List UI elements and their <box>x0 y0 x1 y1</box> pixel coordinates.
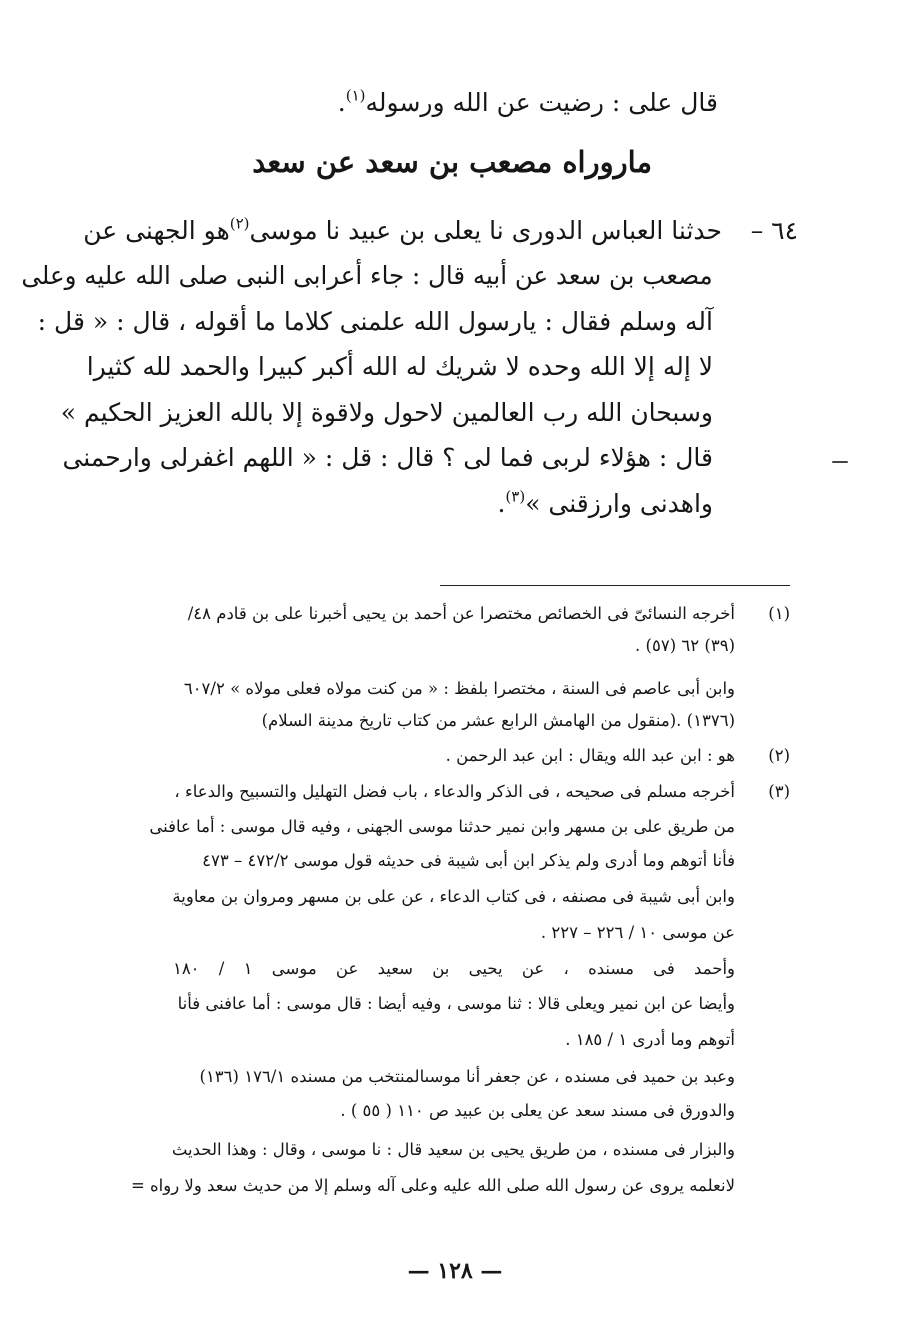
footnote-3-line-7: وأيضا عن ابن نمير ويعلى قالا : ثنا موسى ، وفيه أيضا : قال موسى : أما عافنى فأنا <box>177 994 735 1013</box>
footnote-number-3: (٣) <box>768 782 790 801</box>
hadith-line-5: وسبحان الله رب العالمين لاحول ولاقوة إلا بالله العزيز الحكيم » <box>60 398 713 427</box>
footnote-ref-3[interactable]: (٣) <box>505 487 526 506</box>
footnote-1-line-2: (٣٩) ٦٢ (٥٧) . <box>635 636 735 655</box>
hadith-line-7-period: . <box>497 489 506 518</box>
footnote-1-line-4: (١٣٧٦) .(منقول من الهامش الرابع عشر من كتاب تاريخ مدينة السلام) <box>261 711 735 730</box>
footnote-separator <box>440 585 790 586</box>
footnote-number-2: (٢) <box>768 746 790 765</box>
footnote-1-line-1: أخرجه النسائىّ فى الخصائص مختصرا عن أحمد بن يحيى أخبرنا على بن قادم ٤٨/ <box>187 604 735 623</box>
footnote-3-line-2: من طريق على بن مسهر وابن نمير حدثنا موسى الجهنى ، وفيه قال موسى : أما عافنى <box>149 817 735 836</box>
hadith-line-7-text: واهدنى وارزقنى » <box>525 489 713 518</box>
footnote-3-line-1: أخرجه مسلم فى صحيحه ، فى الذكر والدعاء ، باب فضل التهليل والتسبيح والدعاء ، <box>174 782 735 801</box>
footnote-3-line-3: فأنا أتوهم وما أدرى ولم يذكر ابن أبى شيبة فى حديثه قول موسى ٤٧٢/٢ – ٤٧٣ <box>202 851 735 870</box>
hadith-line-6: قال : هؤلاء لربى فما لى ؟ قال : قل : « اللهم اغفرلى وارحمنى <box>62 443 713 472</box>
footnote-3-line-12: لانعلمه يروى عن رسول الله صلى الله عليه وعلى آله وسلم إلا من حديث سعد ولا رواه = <box>130 1176 735 1195</box>
footnote-3-line-8: أتوهم وما أدرى ١ / ١٨٥ . <box>565 1030 735 1049</box>
hadith-number: ٦٤ – <box>750 216 798 245</box>
intro-text: قال على : رضيت عن الله ورسوله <box>365 88 718 117</box>
footnote-3-line-10: والدورق فى مسند سعد عن يعلى بن عبيد ص ١١٠ ( ٥٥ ) . <box>340 1101 735 1120</box>
intro-period: . <box>337 88 346 117</box>
intro-line <box>338 86 718 120</box>
footnote-ref-1[interactable]: (١) <box>345 86 366 105</box>
footnote-ref-2[interactable]: (٢) <box>229 214 250 233</box>
footnote-3-line-4: وابن أبى شيبة فى مصنفه ، فى كتاب الدعاء ، عن على بن مسهر ومروان بن معاوية <box>172 887 735 906</box>
hadith-line-4: لا إله إلا الله وحده لا شريك له الله أكبر كبيرا والحمد لله كثيرا <box>86 352 713 381</box>
footnote-3-line-11: والبزار فى مسنده ، من طريق يحيى بن سعيد قال : نا موسى ، وقال : وهذا الحديث <box>171 1140 735 1159</box>
hadith-line-2: مصعب بن سعد عن أبيه قال : جاء أعرابى النبى صلى الله عليه وعلى <box>21 261 713 290</box>
footnote-3-line-9: وعبد بن حميد فى مسنده ، عن جعفر أنا موسىالمنتخب من مسنده ١٧٦/١ (١٣٦) <box>199 1067 735 1086</box>
hadith-line-1 <box>83 214 722 248</box>
page-number: — ١٢٨ — <box>407 1258 503 1284</box>
footnote-2-text: هو : ابن عبد الله ويقال : ابن عبد الرحمن . <box>445 746 735 765</box>
hadith-line-1-b: هو الجهنى عن <box>83 216 230 245</box>
section-title: ماروراه مصعب بن سعد عن سعد <box>252 145 652 179</box>
scan-speck <box>832 461 848 463</box>
footnote-3-line-6: وأحمد فى مسنده ، عن يحيى بن سعيد عن موسى ١ / ١٨٠ <box>172 959 735 978</box>
hadith-line-3: آله وسلم فقال : يارسول الله علمنى كلاما ما أقوله ، قال : « قل : <box>37 307 713 336</box>
hadith-line-1-a: حدثنا العباس الدورى نا يعلى بن عبيد نا موسى$^{(٢)}$ <box>229 214 722 245</box>
footnote-1-line-3: وابن أبى عاصم فى السنة ، مختصرا بلفظ : « من كنت مولاه فعلى مولاه » ٦٠٧/٢ <box>183 679 735 698</box>
footnote-3-line-5: عن موسى ١٠ / ٢٢٦ – ٢٢٧ . <box>540 923 735 942</box>
footnote-number-1: (١) <box>768 604 790 623</box>
hadith-line-7 <box>497 487 713 521</box>
